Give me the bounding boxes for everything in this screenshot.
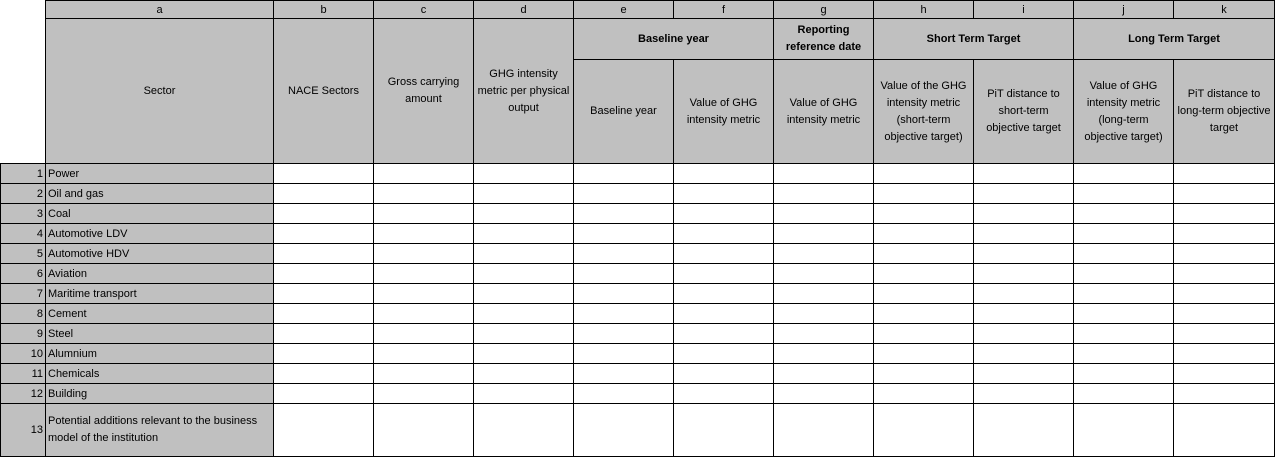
sector-label: Maritime transport	[46, 284, 274, 304]
data-cell[interactable]	[574, 404, 674, 457]
header-group-short-term-target: Short Term Target	[874, 19, 1074, 60]
data-cell[interactable]	[774, 164, 874, 184]
data-cell[interactable]	[274, 184, 374, 204]
data-cell[interactable]	[1074, 364, 1174, 384]
data-cell[interactable]	[574, 264, 674, 284]
row-number: 1	[1, 164, 46, 184]
data-cell[interactable]	[874, 204, 974, 224]
data-cell[interactable]	[874, 284, 974, 304]
data-cell[interactable]	[674, 304, 774, 324]
data-cell[interactable]	[374, 184, 474, 204]
data-cell[interactable]	[574, 364, 674, 384]
data-cell[interactable]	[474, 384, 574, 404]
data-cell[interactable]	[674, 224, 774, 244]
data-cell[interactable]	[374, 404, 474, 457]
header-gross-carrying-amount: Gross carrying amount	[374, 19, 474, 164]
data-cell[interactable]	[674, 364, 774, 384]
row-number: 2	[1, 184, 46, 204]
data-cell[interactable]	[1074, 304, 1174, 324]
data-cell[interactable]	[1174, 224, 1275, 244]
data-cell[interactable]	[974, 244, 1074, 264]
data-cell[interactable]	[774, 244, 874, 264]
data-cell[interactable]	[974, 364, 1074, 384]
data-cell[interactable]	[674, 284, 774, 304]
data-cell[interactable]	[574, 384, 674, 404]
header-long-term-pit-distance: PiT distance to long-term objective target	[1174, 60, 1275, 164]
data-cell[interactable]	[274, 304, 374, 324]
table-row	[1, 324, 1275, 344]
table-row	[1, 364, 1275, 384]
data-cell[interactable]	[1074, 284, 1174, 304]
data-cell[interactable]	[874, 384, 974, 404]
data-cell[interactable]	[1174, 284, 1275, 304]
data-cell[interactable]	[1074, 384, 1174, 404]
data-cell[interactable]	[874, 364, 974, 384]
data-cell[interactable]	[274, 264, 374, 284]
data-cell[interactable]	[874, 184, 974, 204]
data-cell[interactable]	[774, 224, 874, 244]
header-sector: Sector	[46, 19, 274, 164]
row-number: 5	[1, 244, 46, 264]
row-number: 11	[1, 364, 46, 384]
data-cell[interactable]	[274, 164, 374, 184]
data-cell[interactable]	[574, 324, 674, 344]
data-cell[interactable]	[374, 324, 474, 344]
data-cell[interactable]	[1074, 184, 1174, 204]
table-row	[1, 244, 1275, 264]
data-cell[interactable]	[474, 364, 574, 384]
header-ghg-intensity-metric: GHG intensity metric per physical output	[474, 19, 574, 164]
data-cell[interactable]	[574, 344, 674, 364]
data-cell[interactable]	[1174, 164, 1275, 184]
data-cell[interactable]	[774, 284, 874, 304]
group-header-row	[1, 19, 1275, 60]
data-cell[interactable]	[374, 224, 474, 244]
sector-label: Potential additions relevant to the business model of the institution	[46, 404, 274, 457]
sector-label: Cement	[46, 304, 274, 324]
sector-label: Automotive LDV	[46, 224, 274, 244]
data-cell[interactable]	[574, 204, 674, 224]
data-cell[interactable]	[974, 224, 1074, 244]
data-cell[interactable]	[1174, 244, 1275, 264]
header-reporting-ghg-value: Value of GHG intensity metric	[774, 60, 874, 164]
data-cell[interactable]	[974, 164, 1074, 184]
header-baseline-ghg-value: Value of GHG intensity metric	[674, 60, 774, 164]
row-number: 9	[1, 324, 46, 344]
data-cell[interactable]	[1174, 324, 1275, 344]
header-short-term-pit-distance: PiT distance to short-term objective target	[974, 60, 1074, 164]
data-cell[interactable]	[1074, 164, 1174, 184]
data-cell[interactable]	[1074, 244, 1174, 264]
data-cell[interactable]	[1074, 344, 1174, 364]
col-letter-h: h	[874, 1, 974, 19]
sector-label: Chemicals	[46, 364, 274, 384]
data-cell[interactable]	[1074, 404, 1174, 457]
data-cell[interactable]	[474, 184, 574, 204]
data-cell[interactable]	[774, 304, 874, 324]
data-cell[interactable]	[1174, 364, 1275, 384]
data-cell[interactable]	[974, 204, 1074, 224]
data-cell[interactable]	[374, 344, 474, 364]
data-cell[interactable]	[1174, 344, 1275, 364]
data-cell[interactable]	[774, 384, 874, 404]
data-cell[interactable]	[574, 184, 674, 204]
data-cell[interactable]	[474, 204, 574, 224]
data-cell[interactable]	[374, 204, 474, 224]
col-letter-k: k	[1174, 1, 1275, 19]
data-cell[interactable]	[274, 404, 374, 457]
data-cell[interactable]	[574, 164, 674, 184]
data-cell[interactable]	[774, 364, 874, 384]
data-cell[interactable]	[874, 244, 974, 264]
table-row	[1, 164, 1275, 184]
data-cell[interactable]	[774, 264, 874, 284]
column-letter-row	[1, 1, 1275, 19]
corner-blank	[1, 1, 46, 19]
data-cell[interactable]	[974, 304, 1074, 324]
header-group-reporting-reference-date: Reporting reference date	[774, 19, 874, 60]
data-cell[interactable]	[274, 364, 374, 384]
table-row	[1, 264, 1275, 284]
header-long-term-ghg-value: Value of GHG intensity metric (long-term objective target)	[1074, 60, 1174, 164]
table-row	[1, 304, 1275, 324]
data-cell[interactable]	[774, 404, 874, 457]
sector-label: Alumnium	[46, 344, 274, 364]
data-cell[interactable]	[674, 164, 774, 184]
table-row	[1, 204, 1275, 224]
table-row	[1, 224, 1275, 244]
sector-label: Aviation	[46, 264, 274, 284]
data-cell[interactable]	[674, 264, 774, 284]
row-number: 8	[1, 304, 46, 324]
data-cell[interactable]	[574, 304, 674, 324]
col-letter-a: a	[46, 1, 274, 19]
data-cell[interactable]	[874, 304, 974, 324]
header-nace-sectors: NACE Sectors	[274, 19, 374, 164]
row-number: 6	[1, 264, 46, 284]
data-cell[interactable]	[574, 224, 674, 244]
header-group-baseline-year: Baseline year	[574, 19, 774, 60]
data-cell[interactable]	[474, 224, 574, 244]
header-group-long-term-target: Long Term Target	[1074, 19, 1275, 60]
col-letter-i: i	[974, 1, 1074, 19]
data-cell[interactable]	[874, 224, 974, 244]
col-letter-f: f	[674, 1, 774, 19]
row-number: 7	[1, 284, 46, 304]
data-cell[interactable]	[374, 264, 474, 284]
data-cell[interactable]	[874, 164, 974, 184]
data-cell[interactable]	[674, 384, 774, 404]
table-row	[1, 404, 1275, 457]
data-cell[interactable]	[474, 324, 574, 344]
header-short-term-ghg-value: Value of the GHG intensity metric (short-term objective target)	[874, 60, 974, 164]
data-cell[interactable]	[874, 324, 974, 344]
data-cell[interactable]	[1174, 184, 1275, 204]
sector-label: Coal	[46, 204, 274, 224]
data-cell[interactable]	[1074, 264, 1174, 284]
data-cell[interactable]	[474, 284, 574, 304]
data-cell[interactable]	[474, 244, 574, 264]
data-cell[interactable]	[674, 404, 774, 457]
sector-label: Power	[46, 164, 274, 184]
row-number: 12	[1, 384, 46, 404]
data-cell[interactable]	[674, 204, 774, 224]
data-cell[interactable]	[874, 404, 974, 457]
data-cell[interactable]	[1174, 304, 1275, 324]
data-cell[interactable]	[874, 264, 974, 284]
data-cell[interactable]	[774, 344, 874, 364]
data-cell[interactable]	[974, 324, 1074, 344]
data-cell[interactable]	[874, 344, 974, 364]
data-cell[interactable]	[374, 244, 474, 264]
data-cell[interactable]	[474, 404, 574, 457]
col-letter-d: d	[474, 1, 574, 19]
data-cell[interactable]	[374, 304, 474, 324]
data-cell[interactable]	[1074, 204, 1174, 224]
data-cell[interactable]	[1174, 384, 1275, 404]
data-cell[interactable]	[374, 164, 474, 184]
data-cell[interactable]	[374, 384, 474, 404]
data-cell[interactable]	[774, 204, 874, 224]
col-letter-j: j	[1074, 1, 1174, 19]
data-cell[interactable]	[274, 244, 374, 264]
data-cell[interactable]	[974, 384, 1074, 404]
data-cell[interactable]	[274, 344, 374, 364]
sector-label: Automotive HDV	[46, 244, 274, 264]
data-cell[interactable]	[374, 284, 474, 304]
data-cell[interactable]	[274, 284, 374, 304]
data-cell[interactable]	[974, 184, 1074, 204]
data-cell[interactable]	[274, 224, 374, 244]
data-cell[interactable]	[274, 324, 374, 344]
row-number: 10	[1, 344, 46, 364]
data-cell[interactable]	[274, 384, 374, 404]
col-letter-e: e	[574, 1, 674, 19]
data-cell[interactable]	[274, 204, 374, 224]
data-cell[interactable]	[574, 284, 674, 304]
data-cell[interactable]	[774, 324, 874, 344]
data-cell[interactable]	[774, 184, 874, 204]
header-baseline-year: Baseline year	[574, 60, 674, 164]
data-cell[interactable]	[1074, 224, 1174, 244]
data-cell[interactable]	[974, 404, 1074, 457]
sector-label: Building	[46, 384, 274, 404]
data-cell[interactable]	[1074, 324, 1174, 344]
data-cell[interactable]	[574, 244, 674, 264]
col-letter-g: g	[774, 1, 874, 19]
data-cell[interactable]	[1174, 404, 1275, 457]
table-row	[1, 384, 1275, 404]
data-cell[interactable]	[474, 304, 574, 324]
data-cell[interactable]	[474, 264, 574, 284]
row-number: 3	[1, 204, 46, 224]
table-row	[1, 284, 1275, 304]
row-number: 4	[1, 224, 46, 244]
data-cell[interactable]	[974, 264, 1074, 284]
data-cell[interactable]	[1174, 264, 1275, 284]
col-letter-b: b	[274, 1, 374, 19]
header-blank	[1, 19, 46, 164]
data-cell[interactable]	[1174, 204, 1275, 224]
sector-label: Oil and gas	[46, 184, 274, 204]
table-row	[1, 184, 1275, 204]
data-cell[interactable]	[474, 344, 574, 364]
table-row	[1, 344, 1275, 364]
data-cell[interactable]	[674, 184, 774, 204]
data-cell[interactable]	[974, 344, 1074, 364]
data-cell[interactable]	[674, 324, 774, 344]
col-letter-c: c	[374, 1, 474, 19]
data-cell[interactable]	[674, 344, 774, 364]
sector-label: Steel	[46, 324, 274, 344]
data-cell[interactable]	[974, 284, 1074, 304]
data-cell[interactable]	[374, 364, 474, 384]
data-cell[interactable]	[474, 164, 574, 184]
data-cell[interactable]	[674, 244, 774, 264]
row-number: 13	[1, 404, 46, 457]
